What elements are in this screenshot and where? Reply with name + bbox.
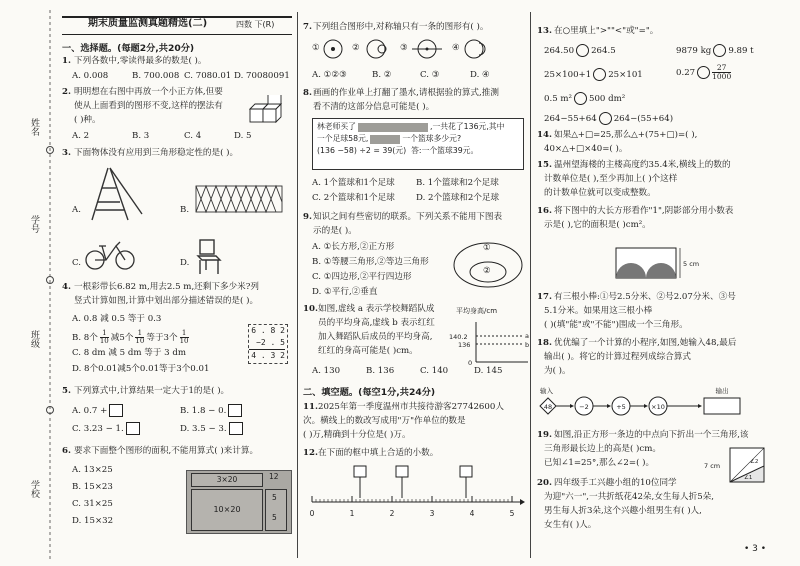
compare-row: 0.5 m² 500 dm² xyxy=(544,94,626,104)
ink-blot xyxy=(358,123,428,132)
compare-circle[interactable] xyxy=(593,68,606,81)
question-stem: 要求下面整个图形的面积,不能用算式( )来计算。 xyxy=(74,446,259,456)
area-part-main: 10×20 xyxy=(191,489,263,531)
compare-row: 25×100+1 25×101 xyxy=(544,70,643,80)
question-number: 14. xyxy=(537,130,552,140)
question-number: 13. xyxy=(537,26,552,36)
answer-box[interactable] xyxy=(460,466,472,477)
section-heading: 一、选择题。(每题2分,共20分) xyxy=(62,43,195,54)
option-d: D. 2个篮球和2个足球 xyxy=(416,193,500,203)
folded-square-figure xyxy=(704,444,774,484)
grade-label: 四数 下(R) xyxy=(236,20,275,29)
option-c: C. ③ xyxy=(420,70,440,80)
option-b: B. 136 xyxy=(366,366,395,376)
question-line: 40×△+□×40=( )。 xyxy=(544,144,628,154)
question-line: 优优编了一个计算的小程序,如图,她输入48,最后 xyxy=(554,338,737,348)
flow-input-value: 48 xyxy=(543,403,553,411)
gate-image xyxy=(194,182,284,216)
page-number: • 3 • xyxy=(744,544,767,554)
option-c: C. 3.23 − 1. xyxy=(72,422,140,435)
option-c: C. ①四边形,②平行四边形 xyxy=(312,272,412,282)
option-a: A. 0.008 xyxy=(72,71,109,81)
option-a: A. 0.8 减 0.5 等于 0.3 xyxy=(72,314,162,324)
question-stem: 下列算式中,计算结果一定大于1的是( )。 xyxy=(74,386,230,396)
question-number: 1. xyxy=(62,56,71,66)
worksheet-note: 林老师买了 ,一共花了136元,其中 一个足球58元, 一个篮球多少元? (136 −58) ÷2 = 39(元) 答:一个篮球39元。 xyxy=(312,118,524,170)
fraction: $\frac{1}{10}$ xyxy=(99,329,109,345)
question-line: 2025年第一季度温州市共接待游客27742600人 xyxy=(318,402,504,412)
angle-label: ∠1 xyxy=(744,475,753,481)
flow-input-label: 输入 xyxy=(540,387,553,395)
number-line-label: 0 xyxy=(309,509,315,518)
question-stem: 下列各数中,零读得最多的数是( )。 xyxy=(74,56,207,66)
area-part-top: 3×20 xyxy=(191,473,263,487)
question-line: 员的平均身高,虚线 b 表示红红 xyxy=(318,318,435,328)
option-b: B. 1个篮球和2个足球 xyxy=(416,178,499,188)
option-d: D. ①平行,②垂直 xyxy=(312,287,378,297)
question-line: 如图,沿正方形一条边的中点向下折出一个三角形,该 xyxy=(554,430,749,440)
flow-op: −2 xyxy=(579,403,589,411)
area-figure xyxy=(186,470,292,534)
area-label: 12 xyxy=(269,472,279,481)
question-stem: 下列组合图形中,对称轴只有一条的图形有( )。 xyxy=(313,22,489,32)
section-heading: 二、填空题。(每空1分,共24分) xyxy=(303,387,436,398)
fraction: $\frac{1}{10}$ xyxy=(135,329,145,345)
option-c: C. 4 xyxy=(184,131,202,141)
question-stem: 下面物体没有应用到三角形稳定性的是( )。 xyxy=(74,148,239,158)
option-b: B. ①等腰三角形,②等边三角形 xyxy=(312,257,429,267)
figure-label: ③ xyxy=(400,43,408,53)
blank-box[interactable] xyxy=(228,404,242,417)
option-b-mid: 减5个 xyxy=(110,333,134,343)
page-title: 期末质量监测真题精选(二) xyxy=(88,18,208,29)
option-b xyxy=(72,330,191,345)
graph-title: 平均身高/cm xyxy=(456,307,498,315)
question-line: 温州望海楼的主楼高度约35.4米,横线上的数的 xyxy=(554,160,731,170)
question-line: 四年级手工兴趣小组的10位同学 xyxy=(554,478,677,488)
graph-origin: 0 xyxy=(468,359,473,366)
dimension-label: 5 cm xyxy=(683,260,700,268)
question-line: 红红的身高可能是( )cm。 xyxy=(318,346,418,356)
set-label-outer: ① xyxy=(483,243,491,253)
question-line: 如果△+□=25,那么△+(75+□)=( ), xyxy=(554,130,698,140)
question-line: 5.1分米。如果用这三根小棒 xyxy=(544,306,653,316)
question-number: 7. xyxy=(303,22,312,32)
answer-box[interactable] xyxy=(396,466,408,477)
question-line: 加入舞蹈队后成员的平均身高, xyxy=(318,332,433,342)
question-line: 计数单位是( ),至少再加上( )个这样 xyxy=(544,174,678,184)
question-line: 如图,虚线 a 表示学校舞蹈队成 xyxy=(318,304,435,314)
question-number: 11. xyxy=(303,402,318,412)
question-number: 6. xyxy=(62,446,71,456)
option-a: A. ①长方形,②正方形 xyxy=(312,242,395,252)
binding-school-label: 学校 xyxy=(29,480,39,498)
question-line: 知识之间有些密切的联系。下列关系不能用下图表 xyxy=(313,212,503,222)
semicircle-figure xyxy=(596,238,706,284)
compare-circle[interactable] xyxy=(713,44,726,57)
question-line: 竖式计算如图,计算中划出部分描述错误的是( )。 xyxy=(74,296,259,306)
binding-number-label: 学号 xyxy=(29,215,39,233)
area-label: 5 xyxy=(272,513,277,522)
column-divider xyxy=(530,12,531,558)
binding-name-label: 姓名 xyxy=(29,118,39,136)
option-d: D. 8个0.01减5个0.01等于3个0.01 xyxy=(72,364,210,374)
area-label: 5 xyxy=(272,493,277,502)
option-b: B. 700.008 xyxy=(132,71,180,81)
question-number: 17. xyxy=(537,292,552,302)
question-number: 8. xyxy=(303,88,312,98)
question-number: 16. xyxy=(537,206,552,216)
graph-line-label: b xyxy=(525,341,530,349)
question-line: 次。横线上的数改写成用"万"作单位的数是 xyxy=(303,416,466,426)
question-number: 20. xyxy=(537,478,552,488)
question-line: 使从上面看到的图形不变,这样的摆法有 xyxy=(74,101,223,111)
option-b: B. ② xyxy=(372,70,392,80)
blank-box[interactable] xyxy=(229,422,243,435)
question-number: 18. xyxy=(537,338,552,348)
number-line-label: 3 xyxy=(429,509,435,518)
question-line: 有三根小棒:①号2.5分米、②号2.07分米、③号 xyxy=(554,292,736,302)
question-number: 4. xyxy=(62,282,71,292)
option-a: A. 2 xyxy=(72,131,90,141)
question-line: 的计数单位就可以变成整数。 xyxy=(544,188,656,198)
option-a: A. 13×25 xyxy=(72,465,113,475)
question-line: 三角形最长边上的高是( )cm。 xyxy=(544,444,661,454)
number-line-label: 2 xyxy=(389,509,395,518)
flow-output-label: 输出 xyxy=(715,387,729,395)
question-line: ( )种。 xyxy=(74,115,101,125)
figure-label: ① xyxy=(312,43,320,53)
binding-line xyxy=(38,10,56,560)
option-c: C. 2个篮球和1个足球 xyxy=(312,193,395,203)
question-stem: 在○里填上">""<"或"="。 xyxy=(554,26,659,36)
question-line: 明明想在右图中再放一个小正方体,但要 xyxy=(74,87,223,97)
cube-figure xyxy=(248,95,294,129)
option-c: C. 8 dm 减 5 dm 等于 3 dm xyxy=(72,348,186,358)
binding-class-label: 班级 xyxy=(29,330,39,348)
option-c: C. 31×25 xyxy=(72,499,113,509)
number-line xyxy=(306,460,526,534)
height-graph xyxy=(448,318,530,366)
blank-box[interactable] xyxy=(126,422,140,435)
fraction: $\frac{27}{1000}$ xyxy=(712,63,732,81)
flow-op: ×10 xyxy=(651,403,665,411)
compare-circle[interactable] xyxy=(576,44,589,57)
option-d: D. 15×32 xyxy=(72,516,114,526)
program-flowchart xyxy=(538,384,778,424)
ladder-image xyxy=(88,164,146,222)
question-line: 将下图中的大长方形看作"1",阴影部分用小数表 xyxy=(554,206,734,216)
compare-row: 9879 kg 9.89 t xyxy=(676,46,754,56)
option-a: A. xyxy=(72,205,81,215)
option-d: D. 145 xyxy=(474,366,503,376)
option-d: D. ④ xyxy=(470,70,490,80)
blank-box[interactable] xyxy=(109,404,123,417)
option-b: B. 3 xyxy=(132,131,150,141)
question-line: 一根彩带长6.82 m,用去2.5 m,还剩下多少米?列 xyxy=(74,282,259,292)
graph-tick: 136 xyxy=(458,341,471,349)
fraction: $\frac{1}{10}$ xyxy=(179,329,189,345)
option-d: D. 70080091 xyxy=(234,71,290,81)
question-line: 看不清的这部分信息可能是( )。 xyxy=(313,102,435,112)
answer-box[interactable] xyxy=(354,466,366,477)
option-c: C. 140 xyxy=(420,366,449,376)
question-number: 12. xyxy=(303,448,318,458)
number-line-label: 5 xyxy=(509,509,515,518)
flow-output-box[interactable] xyxy=(704,398,740,414)
question-number: 3. xyxy=(62,148,71,158)
question-line: ( )(填"能"或"不能")围成一个三角形。 xyxy=(544,320,688,330)
question-line: 为迎"六一",一共折纸花42朵,女生每人折5朵, xyxy=(544,492,715,502)
option-a: A. 1个篮球和1个足球 xyxy=(312,178,395,188)
question-line: 为( )。 xyxy=(544,366,571,376)
question-number: 15. xyxy=(537,160,552,170)
option-a: A. 0.7 + xyxy=(72,404,123,417)
compare-circle[interactable] xyxy=(697,66,710,79)
compare-row: 0.27 $\frac{27}{1000}$ xyxy=(676,63,732,81)
compare-circle[interactable] xyxy=(599,112,612,125)
question-number: 9. xyxy=(303,212,312,222)
symmetric-figure-1 xyxy=(322,38,344,60)
question-line: 已知∠1=25°,那么∠2=( )。 xyxy=(544,458,655,468)
option-b: B. 15×23 xyxy=(72,482,113,492)
option-d: D. 3.5 − 3. xyxy=(180,422,243,435)
compare-circle[interactable] xyxy=(574,92,587,105)
option-a: A. ①②③ xyxy=(312,70,347,80)
figure-label: ② xyxy=(352,43,360,53)
number-line-label: 4 xyxy=(469,509,475,518)
compare-row: 264−55+64 264−(55+64) xyxy=(544,114,674,124)
chair-image xyxy=(194,238,224,276)
option-b-pre: B. 8个 xyxy=(72,333,98,343)
dimension-label: 7 cm xyxy=(704,462,721,470)
question-number: 2. xyxy=(62,87,71,97)
question-line: 男生每人折3朵,这个兴趣小组男生有( )人, xyxy=(544,506,702,516)
option-d: D. xyxy=(180,258,190,268)
question-line: 输出( )。将它的计算过程列成综合算式 xyxy=(544,352,691,362)
question-line: 示是( ),它的面积是( )cm²。 xyxy=(544,220,651,230)
option-c: C. 7080.01 xyxy=(184,71,232,81)
vertical-subtraction: 6 . 8 2 −2 . 5 4 . 3 2 xyxy=(248,324,288,364)
question-number: 5. xyxy=(62,386,71,396)
question-line: 示的是( )。 xyxy=(313,226,357,236)
option-c: C. xyxy=(72,258,82,268)
symmetric-figure-2 xyxy=(362,38,392,60)
angle-label: ∠2 xyxy=(750,459,759,465)
question-line: 女生有( )人。 xyxy=(544,520,597,530)
question-number: 10. xyxy=(303,304,318,314)
question-number: 19. xyxy=(537,430,552,440)
symmetric-figure-3 xyxy=(410,38,444,60)
option-b: B. 1.8 − 0. xyxy=(180,404,242,417)
question-line: 画画的作业单上打翻了墨水,请根据验的算式,推测 xyxy=(313,88,499,98)
number-line-label: 1 xyxy=(349,509,355,518)
option-b: B. xyxy=(180,205,190,215)
flow-op: +5 xyxy=(616,403,626,411)
figure-label: ④ xyxy=(452,43,460,53)
set-label-inner: ② xyxy=(483,266,491,276)
question-stem: 在下面的框中填上合适的小数。 xyxy=(318,448,439,458)
graph-line-label: a xyxy=(525,332,529,340)
column-divider xyxy=(297,12,298,558)
ink-blot xyxy=(370,135,400,144)
compare-row: 264.50 264.5 xyxy=(544,46,616,56)
option-a: A. 130 xyxy=(312,366,341,376)
option-d: D. 5 xyxy=(234,131,252,141)
bicycle-image xyxy=(84,238,136,272)
question-line: ( )万,精确到十分位是( )万。 xyxy=(303,430,411,440)
option-b-post: 等于3个 xyxy=(146,333,178,343)
symmetric-figure-4 xyxy=(462,38,490,60)
graph-tick: 140.2 xyxy=(449,333,468,341)
